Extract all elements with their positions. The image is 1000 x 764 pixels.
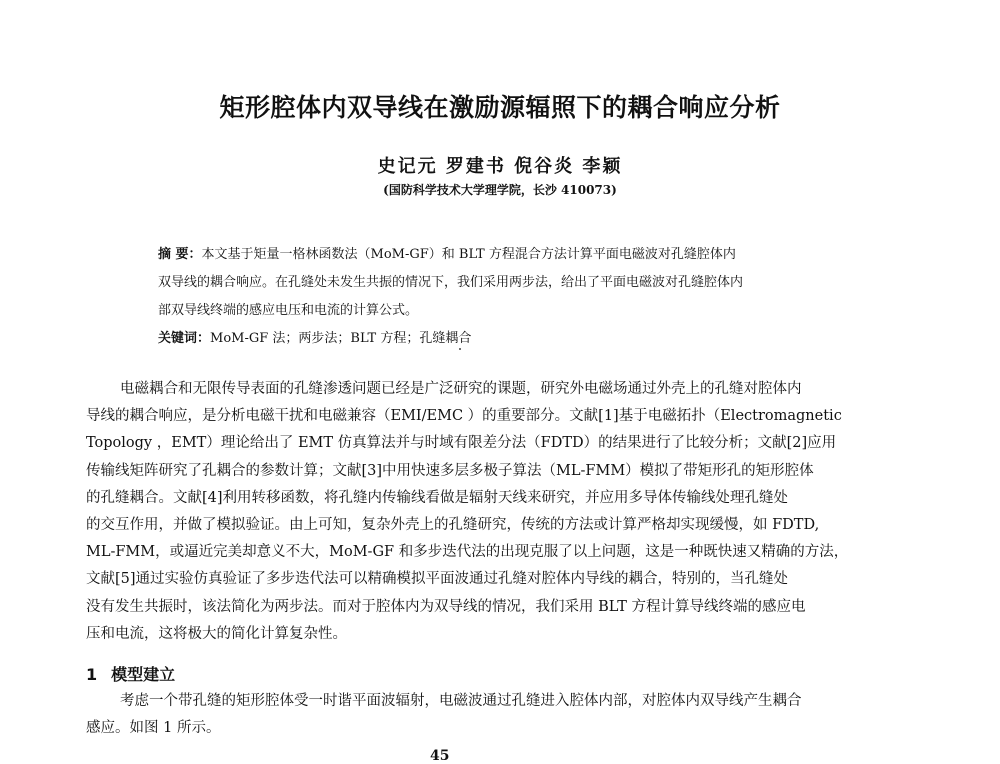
body-line: 的交互作用，并做了模拟验证。由上可知，复杂外壳上的孔缝研究，传统的方法或计算严格却实现缓慢，如 FDTD, <box>86 517 820 534</box>
body-line: 没有发生共振时，该法简化为两步法。而对于腔体内为双导线的情况，我们采用 BLT 方程计算导线终端的感应电 <box>86 598 806 615</box>
body-line: 电磁耦合和无限传导表面的孔缝渗透问题已经是广泛研究的课题，研究外电磁场通过外壳上的孔缝对腔体内 <box>120 381 802 397</box>
body-line: ML-FMM，或逼近完美却意义不大，MoM-GF 和多步迭代法的出现克服了以上问题，这是一种既快速又精确的方法， <box>86 544 849 561</box>
stray-mark <box>459 348 461 350</box>
section-number: 1 <box>86 665 98 684</box>
abstract-text: 本文基于矩量一格林函数法（MoM-GF）和 BLT 方程混合方法计算平面电磁波对孔缝腔体内 <box>201 247 736 262</box>
body-line: 的孔缝耦合。文献[4]利用转移函数，将孔缝内传输线看做是辐射天线来研究，并应用多导体传输线处理孔缝处 <box>86 489 789 506</box>
keywords-text: MoM-GF 法；两步法；BLT 方程；孔缝耦合 <box>210 331 472 346</box>
keywords-label: 关键词： <box>158 331 211 346</box>
author-list: 史记元 罗建书 倪谷炎 李颖 <box>377 156 623 177</box>
body-line: 考虑一个带孔缝的矩形腔体受一时谐平面波辐射，电磁波通过孔缝进入腔体内部，对腔体内双导线产生耦合 <box>120 693 802 709</box>
body-line: 压和电流，这将极大的简化计算复杂性。 <box>86 625 347 642</box>
abstract-block <box>158 241 848 353</box>
body-line: 导线的耦合响应，是分析电磁干扰和电磁兼容（EMI/EMC ）的重要部分。文献[1]基于电磁拓扑（Electromagnetic <box>86 408 842 425</box>
introduction-paragraph <box>86 376 916 648</box>
page-number: 45 <box>430 748 450 764</box>
abstract-label: 摘 要： <box>158 247 202 262</box>
body-line: 感应。如图 1 所示。 <box>86 720 221 737</box>
abstract-line-1 <box>158 241 848 269</box>
abstract-line-2: 双导线的耦合响应。在孔缝处未发生共振的情况下，我们采用两步法，给出了平面电磁波对孔缝腔体内 <box>158 275 744 290</box>
section-paragraph <box>86 688 916 742</box>
body-line: Topology ，EMT）理论给出了 EMT 仿真算法并与时域有限差分法（FDTD）的结果进行了比较分析；文献[2]应用 <box>86 435 837 452</box>
abstract-line-3: 部双导线终端的感应电压和电流的计算公式。 <box>158 303 419 318</box>
body-line: 文献[5]通过实验仿真验证了多步迭代法可以精确模拟平面波通过孔缝对腔体内导线的耦合，特别的，当孔缝处 <box>86 571 789 588</box>
section-title: 模型建立 <box>111 665 176 684</box>
keywords-line <box>158 325 848 353</box>
section-heading <box>86 662 175 685</box>
body-line: 传输线矩阵研究了孔耦合的参数计算；文献[3]中用快速多层多极子算法（ML-FMM）模拟了带矩形孔的矩形腔体 <box>86 462 814 479</box>
paper-title: 矩形腔体内双导线在激励源辐照下的耦合响应分析 <box>219 93 781 122</box>
affiliation: (国防科学技术大学理学院，长沙 410073) <box>383 183 617 197</box>
